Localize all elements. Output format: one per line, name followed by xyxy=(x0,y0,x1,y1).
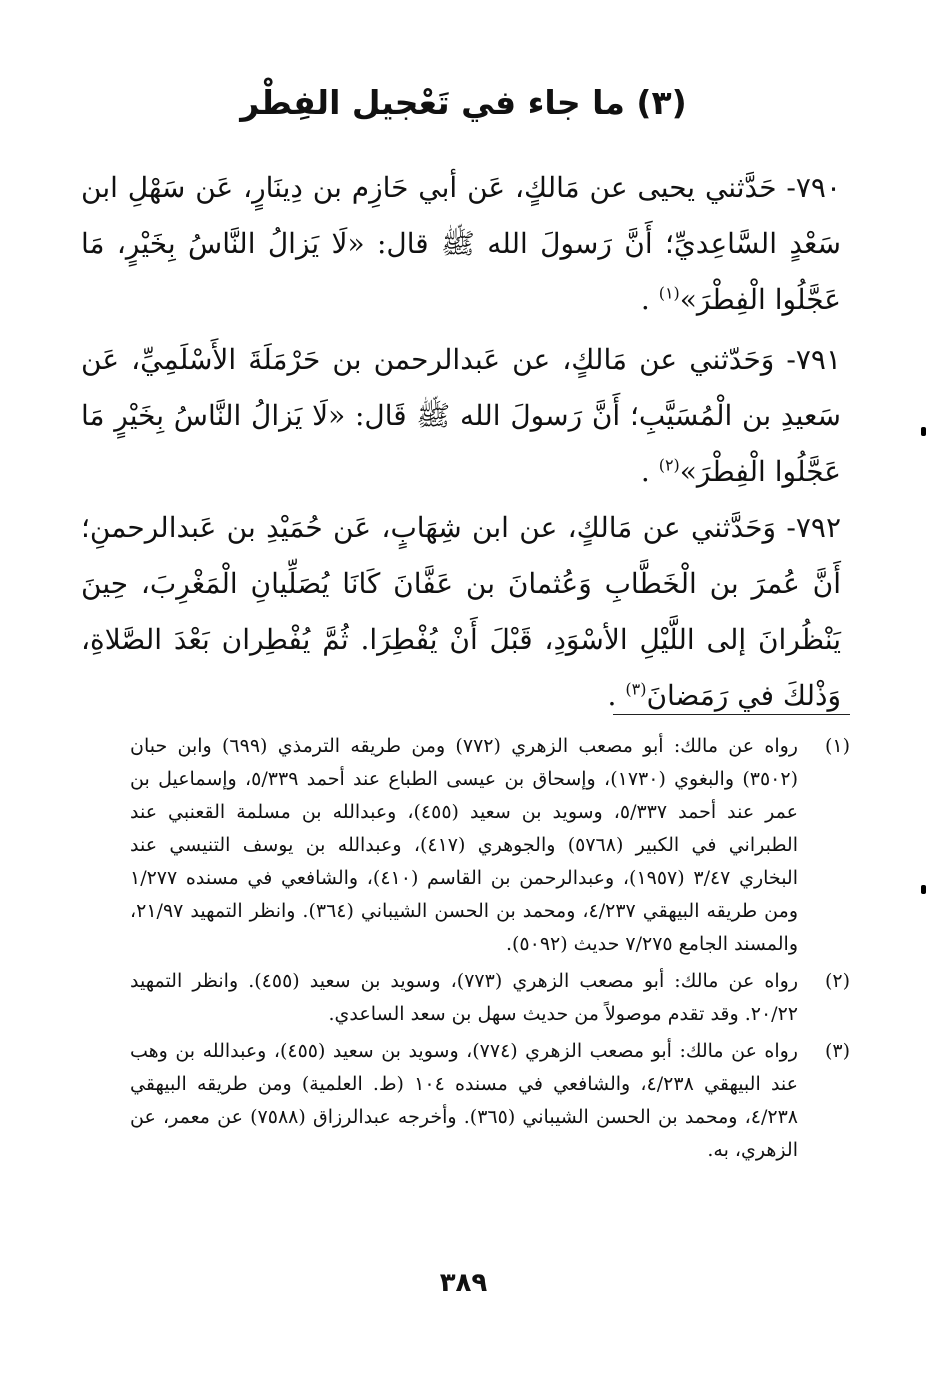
footnote-text: رواه عن مالك: أبو مصعب الزهري (٧٧٢) ومن طريقه الترمذي (٦٩٩) وابن حبان (٣٥٠٢) والبغوي (١٧٣٠)، وإسحاق بن عيسى الطباع عند أحمد ٥/٣٣٩، وإسماعيل بن عمر عند أحمد ٥/٣٣٧، وسويد بن سعيد (٤٥٥)، وعبدالله بن مسلمة القعنبي عند الطبراني في الكبير (٥٧٦٨) والجوهري (٤١٧)، وعبدالله بن يوسف التنيسي عند البخاري ٣/٤٧ (١٩٥٧)، وعبدالرحمن بن القاسم (٤١٠)، والشافعي في مسنده ١/٢٧٧ ومن طريقه البيهقي ٤/٢٣٧، ومحمد بن الحسن الشيباني (٣٦٤). وانظر التمهيد ٢١/٩٧، والمسند الجامع ٧/٢٧٥ حديث (٥٠٩٢). xyxy=(130,735,799,955)
footnote-reference[interactable]: (١) xyxy=(658,283,680,303)
hadith-text: ٧٩٠- حَدَّثني يحيى عن مَالكٍ، عَن أبي حَازِم بن دِينَارٍ، عَن سَهْلِ ابن سَعْدٍ السَّاعِديِّ؛ أَنَّ رَسولَ الله ﷺ قال: «لَا يَزالُ النَّاسُ بِخَيْرٍ، مَا عَجَّلُوا الْفِطْرَ» xyxy=(81,171,841,316)
footnote-number: (١) xyxy=(824,735,850,757)
scan-edge-mark xyxy=(921,885,926,894)
hadith-791 xyxy=(81,332,841,500)
hadith-ending: . xyxy=(640,455,659,488)
footnote-reference[interactable]: (٢) xyxy=(658,455,680,475)
page-number: ٣٨٩ xyxy=(439,1268,488,1298)
hadith-text: ٧٩١- وَحَدّثني عن مَالكٍ، عن عَبدالرحمن بن حَرْمَلَةَ الأَسْلَمِيِّ، عَن سَعيدِ بن الْمُسَيَّبِ؛ أَنَّ رَسولَ الله ﷺ قَال: «لَا يَزالُ النَّاسُ بِخَيْرٍ مَا عَجَّلُوا الْفِطْرَ» xyxy=(81,343,841,488)
footnote-3 xyxy=(130,1035,850,1167)
footnote-2 xyxy=(130,965,850,1031)
footnote-number: (٣) xyxy=(824,1040,850,1062)
footnote-number: (٢) xyxy=(824,970,850,992)
footnote-separator xyxy=(613,714,850,715)
footnote-1 xyxy=(130,730,850,961)
hadith-text: ٧٩٢- وَحَدَّثني عن مَالكٍ، عن ابن شِهَابٍ، عَن حُمَيْدِ بن عَبدالرحمنِ؛ أَنَّ عُمرَ بن الْخَطَّابِ وَعُثمانَ بن عَفَّانَ كَانَا يُصَلِّيانِ الْمَغْرِبَ، حِينَ يَنْظُرانَ إلى اللَّيْلِ الأسْوَدِ، قَبْلَ أَنْ يُفْطِرَا. ثُمَّ يُفْطِران بَعْدَ الصَّلاةِ، وَذْلكَ في رَمَضانَ xyxy=(81,511,841,712)
footnotes-section xyxy=(130,730,850,1171)
scan-edge-mark xyxy=(921,427,926,436)
hadith-792 xyxy=(81,500,841,724)
footnote-text: رواه عن مالك: أبو مصعب الزهري (٧٧٣)، وسويد بن سعيد (٤٥٥). وانظر التمهيد ٢٠/٢٢. وقد تقدم موصولاً من حديث سهل بن سعد الساعدي. xyxy=(130,970,798,1025)
hadith-ending: . xyxy=(607,679,626,712)
footnote-text: رواه عن مالك: أبو مصعب الزهري (٧٧٤)، وسويد بن سعيد (٤٥٥)، وعبدالله بن وهب عند البيهقي ٤/٢٣٨، والشافعي في مسنده ١٠٤ (ط. العلمية) ومن طريقه البيهقي ٤/٢٣٨، ومحمد بن الحسن الشيباني (٣٦٥). وأخرجه عبدالرزاق (٧٥٨٨) عن معمر، عن الزهري، به. xyxy=(130,1040,799,1161)
chapter-title: (٣) ما جاء في تَعْجيل الفِطْر xyxy=(240,83,687,122)
footnote-reference[interactable]: (٣) xyxy=(625,679,647,699)
hadith-ending: . xyxy=(640,283,659,316)
hadith-790 xyxy=(81,160,841,328)
